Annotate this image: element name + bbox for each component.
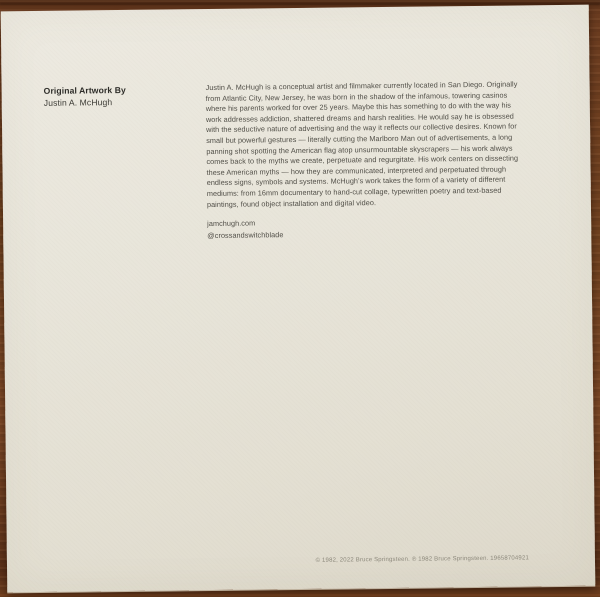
artwork-credit-block	[44, 84, 127, 109]
artist-contact-block	[207, 214, 529, 241]
artist-name: Justin A. McHugh	[43, 97, 113, 108]
artist-social-handle: @crossandswitchblade	[207, 229, 284, 240]
copyright-line: © 1982, 2022 Bruce Springsteen. ℗ 1982 Bruce Springsteen. 19658704921	[315, 555, 529, 564]
artwork-credit-label: Original Artwork By	[43, 84, 126, 96]
artist-bio-block	[206, 79, 530, 241]
record-insert-card	[1, 5, 596, 593]
artist-website: jamchugh.com	[207, 218, 256, 229]
wood-grain-streak	[0, 594, 600, 596]
artist-bio-paragraph: Justin A. McHugh is a conceptual artist and filmmaker currently located in San Diego. Originally from Atlantic City, New Jersey, he was born in the shadow of the infamous, towering casinos where his parents worked for over 25 years. Maybe this has something to do with the way his work addresses addiction, shattered dreams and harsh realities. He would say he is obsessed with the seductive nature of advertising and the way it reflects our collective desires. Known for small but powerful gestures — literally cutting the Marlboro Man out of advertisements, a long panning shot spotting the American flag atop unsurmountable skyscrapers — his work always comes back to the myths we create, perpetuate and regurgitate. His work centers on dissecting these American myths — how they are communicated, interpreted and perpetuated through endless signs, symbols and systems. McHugh’s work takes the form of a variety of different mediums: from 16mm documentary to hand-cut collage, typewritten poetry and text-based paintings, found object installation and digital video.	[205, 79, 519, 209]
